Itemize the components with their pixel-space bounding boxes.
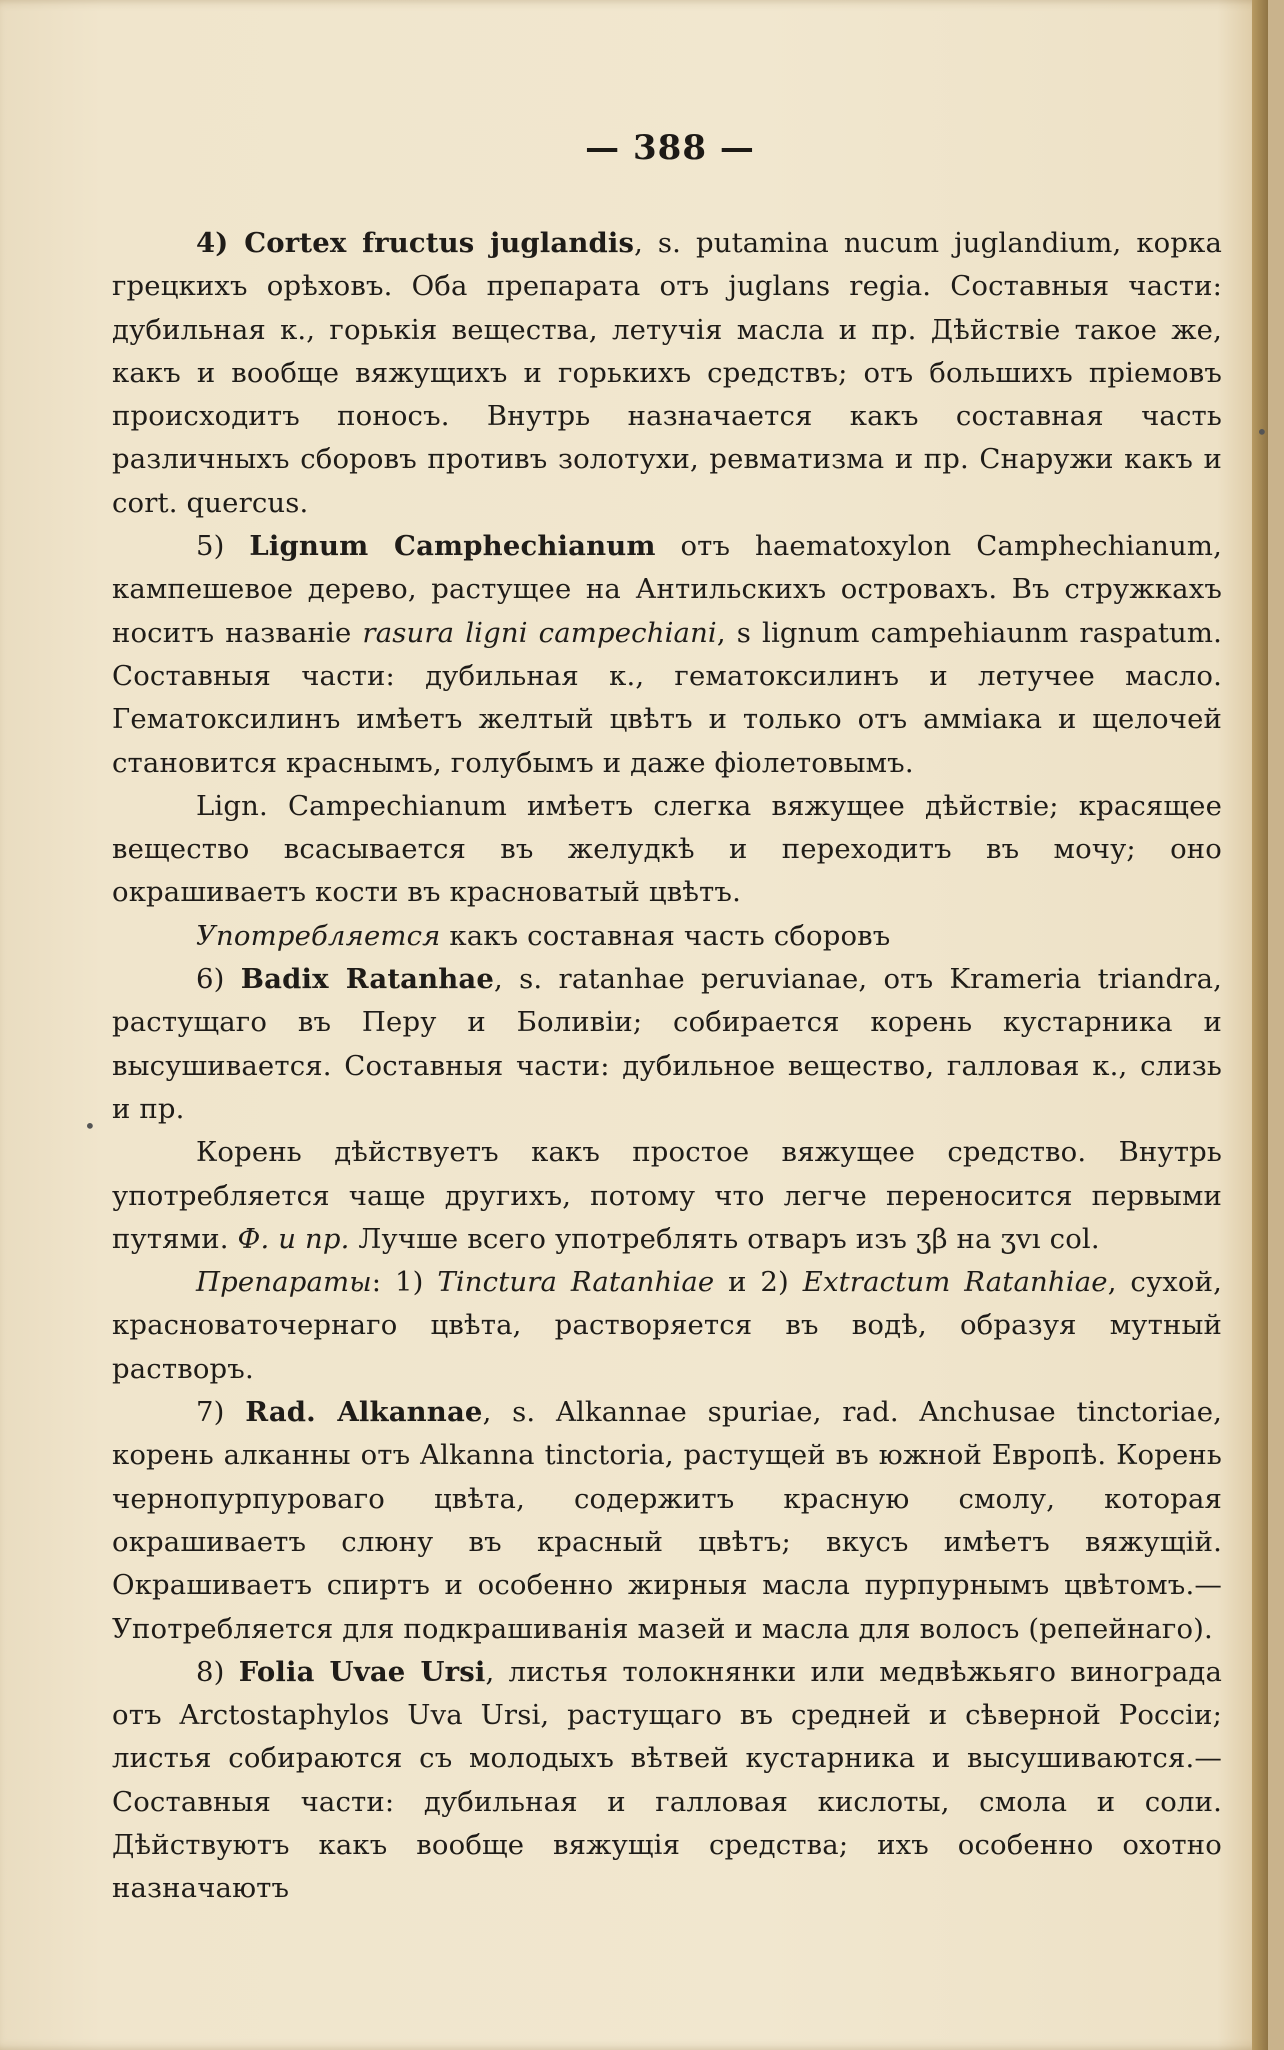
text-run: , s. ratanhae peruvianae, отъ Krameria triandra, растущаго въ Перу и Боливіи; собирается корень кустарника и высушивается. Составныя части: дубильное вещество, галловая к., слизь и пр. [112,963,1223,1125]
paragraph [112,958,1222,1131]
text-run: Rad. Alkannae [245,1396,483,1429]
text-run: и 2) [714,1266,803,1299]
text-run: , s. putamina nucum juglandium, корка грецкихъ орѣховъ. Оба препарата отъ juglans regia. Составныя части: дубильная к., горькія вещества, летучія масла и пр. Дѣйствіе такое же, какъ и вообще вяжущихъ и горькихъ средствъ; отъ большихъ пріемовъ происходитъ поносъ. Внутрь назначается какъ составная часть различныхъ сборовъ противъ золотухи, ревматизма и пр. Снаружи какъ и cort. quercus. [112,227,1222,519]
text-run: Lign. Campechianum имѣетъ слегка вяжущее дѣйствіе; красящее вещество всасывается въ желудкѣ и переходитъ въ мочу; оно окрашиваетъ кости въ красноватый цвѣтъ. [112,789,1222,909]
text-run: , s lignum campehiaunm raspatum. Составныя части: дубильная к., гематоксилинъ и летучее масло. Гематоксилинъ имѣетъ желтый цвѣтъ и только отъ амміака и щелочей становится краснымъ, голубымъ и даже фіолетовымъ. [112,616,1222,779]
text-run: отъ haematoxylon Campheсhianum, кампешевое дерево, растущее на Антильскихъ островахъ. Въ стружкахъ носитъ названіе [112,530,1222,649]
text-run: , сухой, красноваточернаго цвѣта, растворяется въ водѣ, образуя мутный растворъ. [112,1266,1223,1385]
paragraph [112,222,1222,525]
margin-mark: • [84,1114,96,1138]
paragraph [112,1131,1222,1261]
text-run: Lignum Campheсhianum [249,530,656,563]
text-run: Tinctura Ratanhiae [437,1266,715,1299]
text-run: Folia Uvae Ursi [238,1655,486,1688]
text-run: Лучше всего употреблять отваръ изъ ʒβ на ʒvı col. [349,1222,1100,1255]
text-run: какъ составная часть сборовъ [440,919,891,952]
text-run: , s. Alkannae spuriae, rad. Anchusae tinctoriae, корень алканны отъ Alkanna tinctoria, растущей въ южной Европѣ. Корень чернопурпуроваго цвѣта, содержитъ красную смолу, которая окрашиваетъ слюну въ красный цвѣтъ; вкусъ имѣетъ вяжущій. Окрашиваетъ спиртъ и особенно жирныя масла пурпурнымъ цвѣтомъ.—Употребляется для подкрашиванія мазей и масла для волосъ (репейнаго). [112,1396,1223,1645]
margin-mark: • [1256,420,1268,444]
paragraph [112,1391,1222,1651]
text-run: 5) [196,530,250,563]
paragraph [112,1261,1222,1391]
text-run: Badix Ratanhae [240,963,495,996]
text-run: rasura ligni campechiani [362,616,717,649]
text-run: 8) [196,1655,239,1688]
text-run: 6) [196,963,241,996]
text-run: : 1) [371,1266,438,1299]
text-run: Extractum Ratanhiae [802,1266,1108,1299]
paragraph [112,915,1222,958]
text-run: 7) [196,1396,246,1429]
body-text [112,222,1222,1911]
paragraph [112,785,1222,915]
page-edge [1252,0,1268,2050]
text-run: Употребляется [196,919,441,952]
paragraph [112,525,1222,785]
text-run: Корень дѣйствуетъ какъ простое вяжущее средство. Внутрь употребляется чаще другихъ, потому что легче переносится первыми путями. [112,1136,1222,1255]
text-run: Ф. и пр. [237,1222,350,1255]
text-run: Препараты [196,1266,372,1299]
text-run: 4) [196,227,245,259]
paragraph [112,1651,1222,1911]
text-run: , листья толокнянки или медвѣжьяго винограда отъ Arctostaphylos Uva Ursi, растущаго въ средней и сѣверной Россіи; листья собираются съ молодыхъ вѣтвей кустарника и высушиваются.— Составныя части: дубильная и галловая кислоты, смола и соли. Дѣйствуютъ какъ вообще вяжущія средства; ихъ особенно охотно назначаютъ [112,1655,1223,1905]
text-run: Cortex fructus juglandis [244,227,635,259]
page-number: — 388 — [585,128,755,168]
